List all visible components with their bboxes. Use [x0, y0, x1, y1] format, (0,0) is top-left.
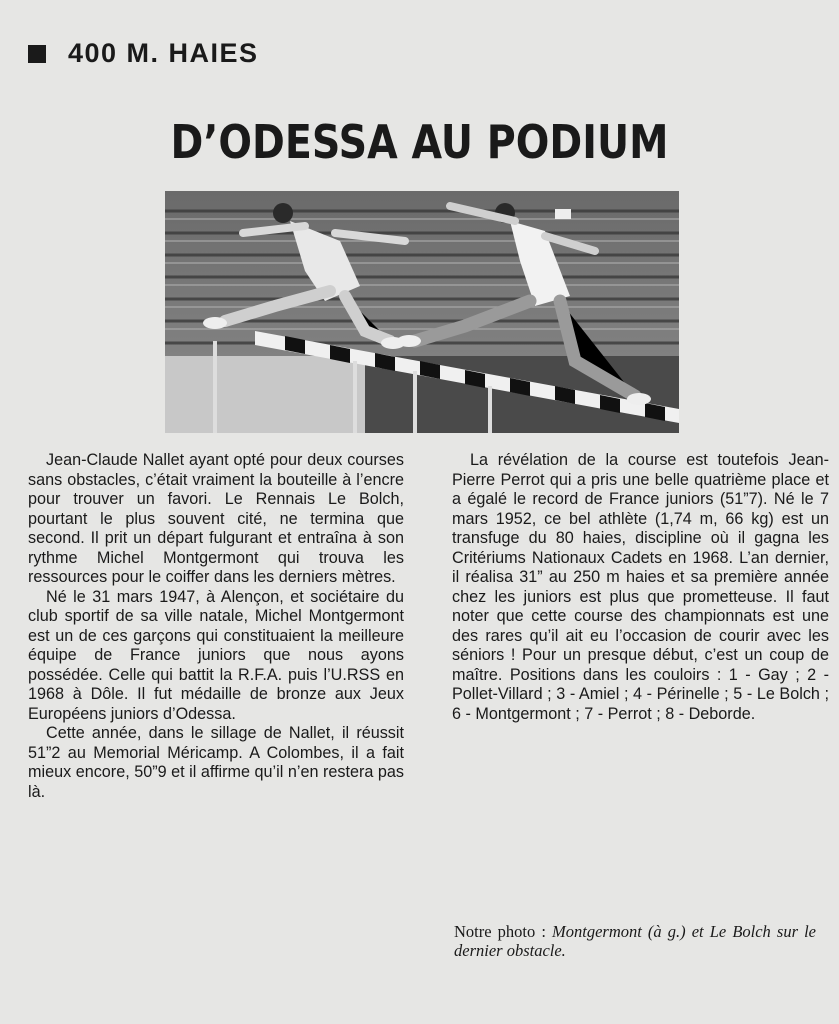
- caption-text: Montgermont (à g.) et Le Bolch sur le dernier obstacle.: [454, 922, 816, 960]
- section-header: [28, 38, 259, 69]
- paragraph: Né le 31 mars 1947, à Alençon, et sociétaire du club sportif de sa ville natale, Michel Montgermont est un de ces garçons qui constituaient la meilleure équipe de France juniors que nous ayons possédée. Celle qui battit la R.F.A. puis l’U.RSS en 1968 à Dôle. Il fut médaille de bronze aux Jeux Européens juniors d’Odessa.: [28, 587, 404, 723]
- paragraph: Jean-Claude Nallet ayant opté pour deux courses sans obstacles, c’était vraiment la bouteille à l’encre pour trouver un favori. Le Rennais Le Bolch, pourtant le plus souvent cité, ne termina que second. Il prit un départ fulgurant et entraîna à son rythme Michel Montgermont qui trouva les ressources pour le coiffer dans les derniers mètres.: [28, 451, 404, 586]
- caption-lead: Notre photo :: [454, 922, 546, 941]
- section-title: 400 M. HAIES: [68, 38, 259, 68]
- hurdlers-photo: [165, 191, 679, 433]
- article-column-left: [28, 451, 404, 802]
- paragraph: La révélation de la course est toutefois Jean-Pierre Perrot qui a pris une belle quatrième place et a égalé le record de France juniors (51”7). Né le 7 mars 1952, ce bel athlète (1,74 m, 66 kg) est un transfuge du 80 haies, discipline où il gagna les Critériums Nationaux Cadets en 1968. L’an dernier, il réalisa 31” au 250 m haies et sa première année chez les juniors est plus que prometteuse. Il faut noter que cette course des championnats est une des rares qu’il ait eu l’occasion de courir avec les séniors ! Pour un presque début, c’est un coup de maître. Positions dans les couloirs : 1 - Gay ; 2 - Pollet-Villard ; 3 - Amiel ; 4 - Périnelle ; 5 - Le Bolch ; 6 - Montgermont ; 7 - Perrot ; 8 - Deborde.: [452, 451, 829, 723]
- photo-caption: [454, 922, 816, 960]
- article-column-right: [452, 451, 829, 724]
- article-headline: D’ODESSA AU PODIUM: [170, 115, 669, 169]
- paragraph: Cette année, dans le sillage de Nallet, il réussit 51”2 au Memorial Méricamp. A Colombes, il a fait mieux encore, 50”9 et il affirme qu’il n’en restera pas là.: [28, 724, 404, 801]
- section-marker-square: [28, 45, 46, 63]
